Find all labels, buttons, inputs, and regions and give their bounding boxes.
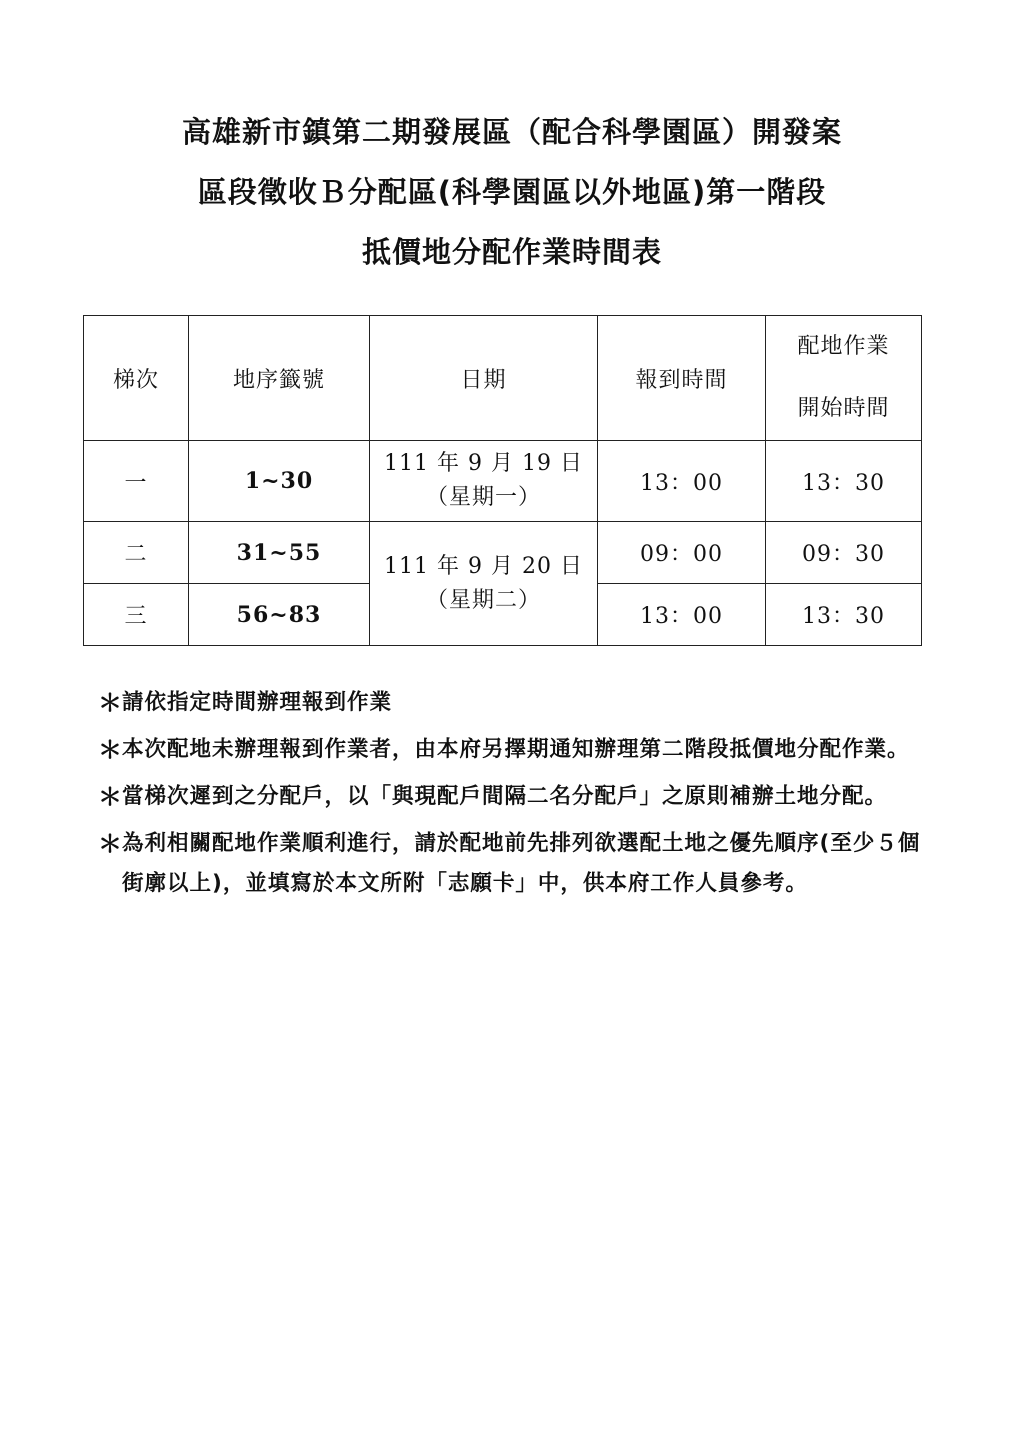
header-allocation-start-line1: 配地作業 — [797, 334, 890, 359]
title-line-3: 抵價地分配作業時間表 — [361, 235, 662, 269]
table-header-row — [84, 316, 922, 441]
allocation-schedule-table — [83, 315, 922, 646]
title-line-2: 區段徵收Ｂ分配區(科學園區以外地區)第一階段 — [197, 175, 827, 209]
note-item — [98, 683, 928, 723]
header-allocation-start-time — [766, 316, 922, 441]
table-row — [84, 522, 922, 584]
check-in-time-cell: 13：00 — [598, 441, 766, 522]
asterisk-bullet-icon: ＊ — [98, 736, 122, 764]
lot-range-cell: 56~83 — [189, 584, 370, 646]
header-date: 日期 — [370, 316, 598, 441]
note-text: 本次配地未辦理報到作業者，由本府另擇期通知辦理第二階段抵價地分配作業。 — [122, 737, 910, 762]
allocation-start-time-cell: 09：30 — [766, 522, 922, 584]
notes-list — [98, 683, 928, 911]
note-text: 為利相關配地作業順利進行，請於配地前先排列欲選配土地之優先順序(至少５個街廓以上)，並填寫於本文所附「志願卡」中，供本府工作人員參考。 — [122, 831, 921, 896]
note-text: 當梯次遲到之分配戶，以「與現配戶間隔二名分配戶」之原則補辦土地分配。 — [122, 784, 888, 809]
table-row — [84, 441, 922, 522]
note-text: 請依指定時間辦理報到作業 — [122, 690, 393, 715]
asterisk-bullet-icon: ＊ — [98, 783, 122, 811]
allocation-start-time-cell: 13：30 — [766, 584, 922, 646]
asterisk-bullet-icon: ＊ — [98, 689, 122, 717]
lot-range-cell: 1~30 — [189, 441, 370, 522]
check-in-time-cell: 13：00 — [598, 584, 766, 646]
date-cell — [370, 441, 598, 522]
header-tier: 梯次 — [84, 316, 189, 441]
allocation-start-time-cell: 13：30 — [766, 441, 922, 522]
header-allocation-start-line2: 開始時間 — [797, 396, 890, 421]
weekday-text: （星期一） — [425, 485, 541, 510]
header-check-in-time: 報到時間 — [598, 316, 766, 441]
note-item — [98, 777, 928, 817]
tier-cell: 一 — [84, 441, 189, 522]
document-title — [0, 102, 1024, 282]
asterisk-bullet-icon: ＊ — [98, 830, 122, 858]
date-text: 111 年 9 月 19 日 — [384, 451, 583, 476]
check-in-time-cell: 09：00 — [598, 522, 766, 584]
tier-cell: 二 — [84, 522, 189, 584]
header-lot-number: 地序籤號 — [189, 316, 370, 441]
date-cell — [370, 522, 598, 646]
note-item — [98, 730, 928, 770]
tier-cell: 三 — [84, 584, 189, 646]
lot-range-cell: 31~55 — [189, 522, 370, 584]
title-line-1: 高雄新市鎮第二期發展區（配合科學園區）開發案 — [181, 115, 842, 149]
date-text: 111 年 9 月 20 日 — [384, 553, 583, 579]
weekday-text: （星期二） — [425, 587, 541, 613]
note-item — [98, 824, 928, 904]
